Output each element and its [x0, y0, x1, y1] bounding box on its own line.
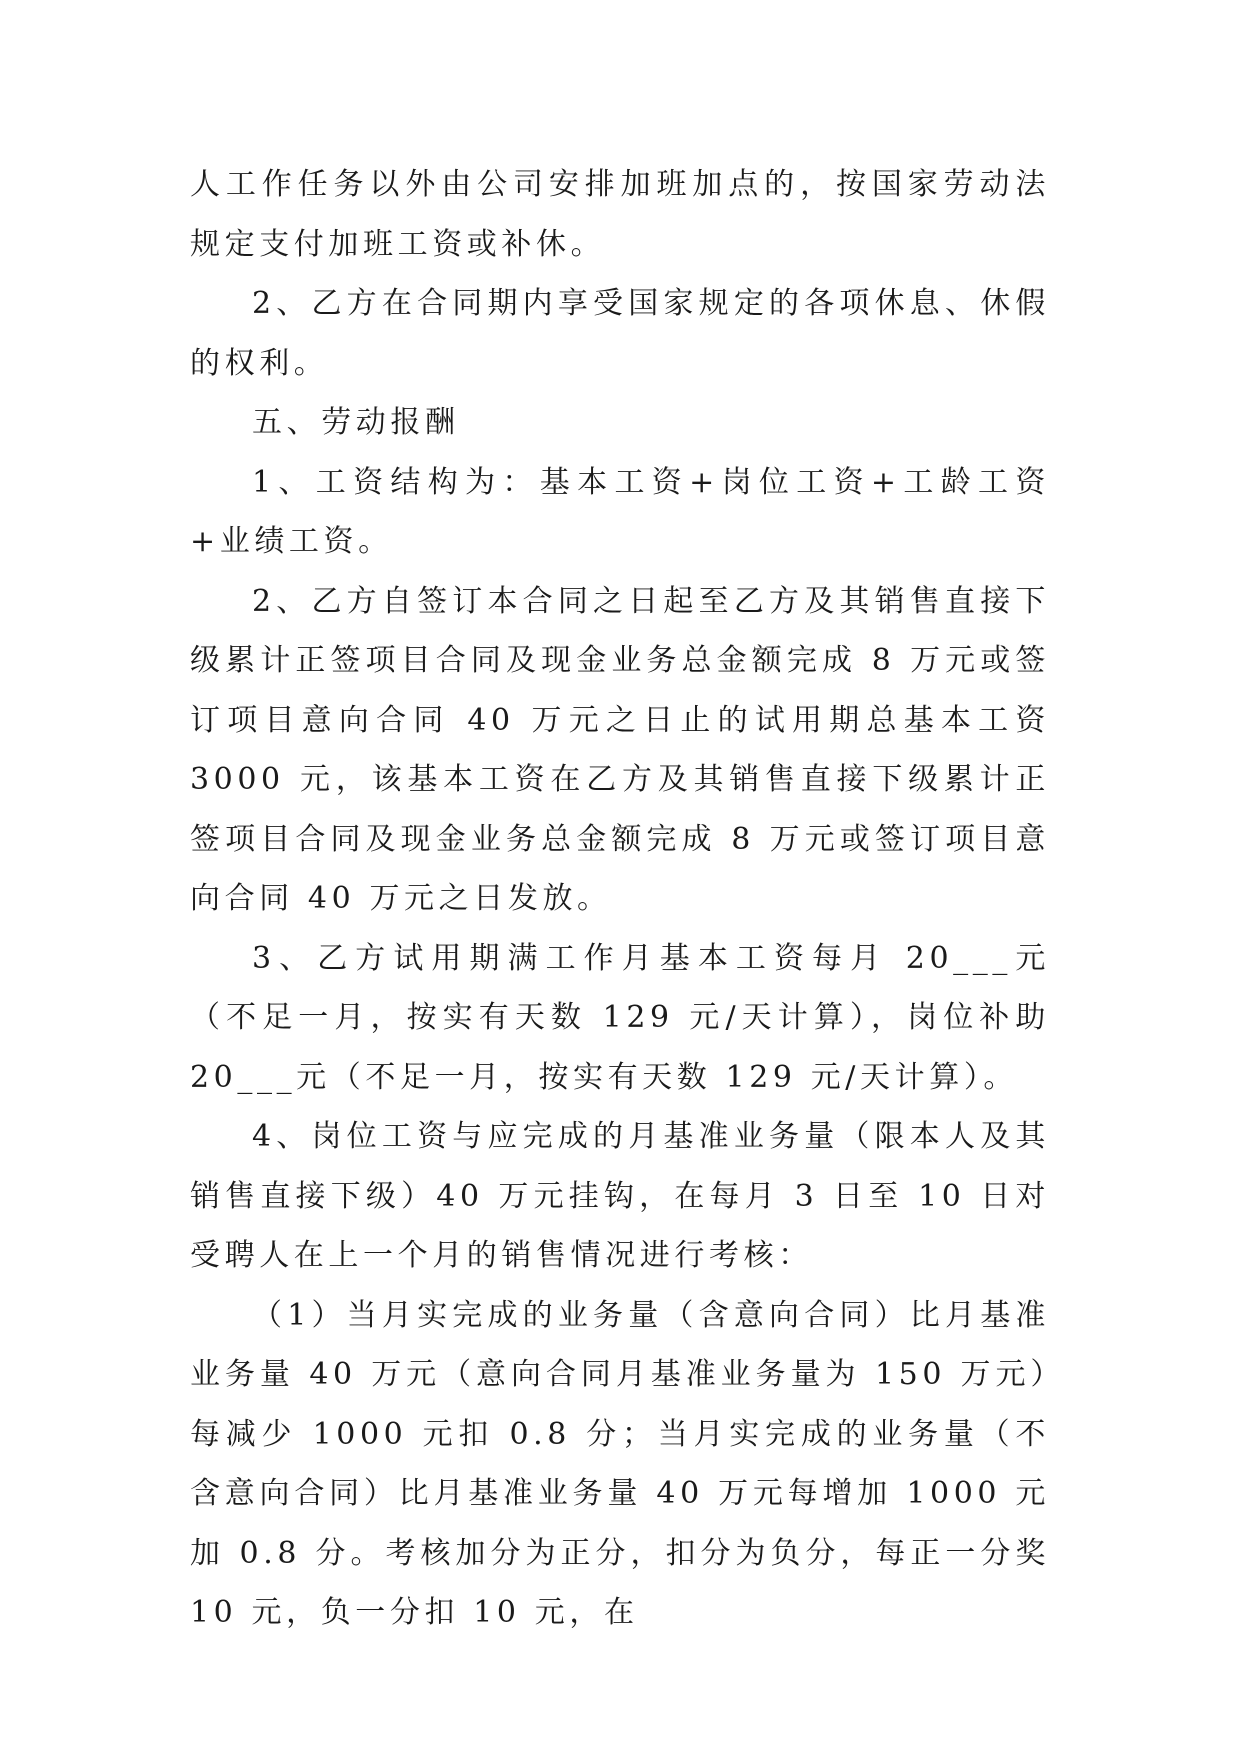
paragraph-assessment-rule-1: （1）当月实完成的业务量（含意向合同）比月基准业务量 40 万元（意向合同月基准业务量为 150 万元）每减少 1000 元扣 0.8 分；当月实完成的业务量（不含意向合同）比月基准业务量 40 万元每增加 1000 元加 0.8 分。考核加分为正分，扣分为负分，每正一分奖 10 元，负一分扣 10 元，在 [190, 1297, 1050, 1630]
paragraph-overtime-continued: 人工作任务以外由公司安排加班加点的，按国家劳动法规定支付加班工资或补休。 [190, 167, 1050, 262]
paragraph-position-wage-assessment: 4、岗位工资与应完成的月基准业务量（限本人及其销售直接下级）40 万元挂钩，在每月 3 日至 10 日对受聘人在上一个月的销售情况进行考核： [190, 1119, 1050, 1273]
paragraph-rest-rights: 2、乙方在合同期内享受国家规定的各项休息、休假的权利。 [190, 286, 1050, 381]
paragraph-monthly-base-wage: 3、乙方试用期满工作月基本工资每月 20___元（不足一月，按实有天数 129 元/天计算），岗位补助 20___元（不足一月，按实有天数 129 元/天计算）。 [190, 940, 1050, 1095]
paragraph-wage-structure: 1、工资结构为：基本工资+岗位工资+工龄工资+业绩工资。 [190, 464, 1050, 559]
section-heading-compensation: 五、劳动报酬 [252, 405, 460, 440]
paragraph-probation-wage: 2、乙方自签订本合同之日起至乙方及其销售直接下级累计正签项目合同及现金业务总金额完成 8 万元或签订项目意向合同 40 万元之日止的试用期总基本工资 3000 元，该基本工资在乙方及其销售直接下级累计正签项目合同及现金业务总金额完成 8 万元或签订项目意向合同 40 万元之日发放。 [190, 583, 1050, 916]
document-body [190, 155, 1050, 1643]
